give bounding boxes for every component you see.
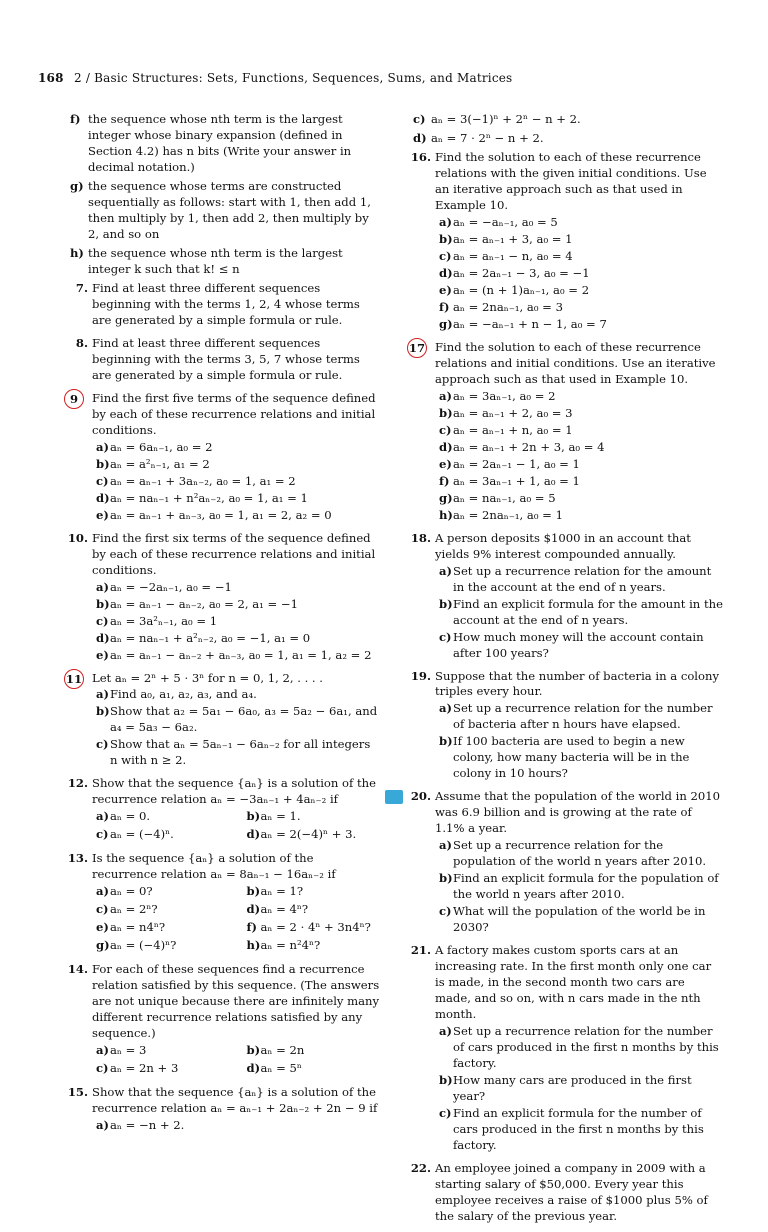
part-label: a) [96, 884, 109, 899]
part-label: e) [96, 647, 109, 662]
part-label: c) [96, 827, 109, 842]
part-label: f) [246, 920, 257, 935]
part-text: aₙ = 2aₙ₋₁ − 3, a₀ = −1 [453, 265, 590, 280]
part-label: e) [439, 456, 452, 471]
exercise-part [92, 631, 381, 647]
exercise-part [92, 491, 381, 507]
exercise-part [435, 232, 724, 248]
part-text: aₙ = 2 · 4ⁿ + 3n4ⁿ? [260, 920, 371, 935]
part-text: Set up a recurrence relation for the population of the world n years after 2010. [453, 838, 707, 869]
exercise-number: 10. [67, 530, 88, 545]
continued-item [409, 112, 724, 128]
part-text: aₙ = 2n + 3 [110, 1061, 179, 1076]
item-text: aₙ = 7 · 2ⁿ − n + 2. [431, 130, 544, 145]
exercise-number: 21. [410, 943, 431, 958]
part-label: b) [246, 1043, 261, 1058]
exercise-part [435, 423, 724, 439]
exercise-number: 18. [410, 530, 431, 545]
exercise-part [435, 215, 724, 231]
part-text: aₙ = aₙ₋₁ − n, a₀ = 4 [453, 248, 573, 263]
item-label: d) [413, 130, 427, 145]
exercise-statement: Find the first five terms of the sequence defined by each of these recurrence relations and initial conditions. [92, 390, 376, 437]
item-label: c) [413, 112, 426, 126]
part-label: a) [96, 439, 109, 454]
exercise-part [435, 871, 724, 903]
part-text: aₙ = 0. [110, 809, 151, 824]
exercise-number: 8. [75, 335, 88, 350]
item-label: f) [70, 112, 81, 126]
web-resource-icon [385, 790, 403, 804]
exercise-part [435, 266, 724, 282]
part-text: aₙ = −n + 2. [110, 1118, 185, 1133]
exercise-part [243, 902, 382, 918]
exercise-part [92, 648, 381, 664]
exercise-part [92, 508, 381, 524]
part-label: a) [439, 1024, 452, 1039]
part-label: h) [439, 507, 453, 522]
exercise-part [435, 317, 724, 333]
exercise-statement: Assume that the population of the world in 2010 was 6.9 billion and is growing at the rate of 1.1% a year. [435, 789, 720, 836]
exercise-statement: An employee joined a company in 2009 with a starting salary of $50,000. Every year this employee receives a raise of $1000 plus 5% of the salary of the previous year. [435, 1161, 708, 1223]
part-label: c) [439, 629, 452, 644]
part-label: a) [439, 214, 452, 229]
exercise-problem [66, 391, 381, 524]
exercise-part [92, 827, 231, 843]
part-label: b) [246, 884, 261, 899]
parts-grid [92, 883, 381, 955]
exercise-problem [409, 531, 724, 662]
part-label: c) [96, 737, 109, 752]
exercise-part [243, 809, 382, 825]
exercise-number: 22. [410, 1161, 431, 1176]
part-text: If 100 bacteria are used to begin a new colony, how many bacteria will be in the colony in 10 hours? [453, 734, 690, 781]
part-label: a) [439, 388, 452, 403]
exercise-statement: Find the solution to each of these recurrence relations and initial conditions. Use an iterative approach such as that used in Example 10. [435, 339, 716, 386]
parts-grid [92, 808, 381, 844]
part-text: aₙ = aₙ₋₁ + 3, a₀ = 1 [453, 231, 573, 246]
part-text: Find an explicit formula for the amount in the account at the end of n years. [453, 596, 723, 627]
part-label: c) [439, 422, 452, 437]
part-label: d) [246, 827, 261, 842]
part-label: c) [439, 248, 452, 263]
exercise-statement: A factory makes custom sports cars at an increasing rate. In the first month only one car is made, in the second month two cars are made, and so on, with n cars made in the nth month. [435, 943, 712, 1022]
part-text: Set up a recurrence relation for the amount in the account at the end of n years. [453, 563, 712, 594]
exercise-part [435, 249, 724, 265]
exercise-problem [66, 336, 381, 384]
part-label: c) [439, 1106, 452, 1121]
exercise-number: 7. [75, 280, 88, 295]
part-text: Set up a recurrence relation for the number of bacteria after n hours have elapsed. [453, 701, 713, 732]
exercise-problem [409, 789, 724, 936]
part-text: aₙ = 4ⁿ? [260, 902, 309, 917]
exercise-part [92, 884, 231, 900]
part-label: e) [439, 282, 452, 297]
exercise-part [92, 920, 231, 936]
exercise-statement: A person deposits $1000 in an account that yields 9% interest compounded annually. [435, 530, 691, 561]
exercise-number: 9 [64, 389, 84, 409]
part-text: aₙ = aₙ₋₁ − aₙ₋₂ + aₙ₋₃, a₀ = 1, a₁ = 1, a₂ = 2 [110, 647, 372, 662]
exercise-number: 13. [67, 851, 88, 866]
exercise-part [435, 300, 724, 316]
part-label: f) [439, 473, 450, 488]
part-text: Find an explicit formula for the population of the world n years after 2010. [453, 871, 719, 902]
part-label: b) [439, 231, 453, 246]
part-label: e) [96, 920, 109, 935]
part-text: aₙ = 3 [110, 1043, 147, 1058]
part-text: Find an explicit formula for the number of cars produced in the first n months by this factory. [453, 1106, 704, 1153]
part-text: What will the population of the world be in 2030? [453, 904, 706, 935]
exercise-part [435, 597, 724, 629]
exercise-statement: Is the sequence {aₙ} a solution of the recurrence relation aₙ = 8aₙ₋₁ − 16aₙ₋₂ if [92, 851, 336, 882]
part-label: d) [246, 902, 261, 917]
part-text: aₙ = 2naₙ₋₁, a₀ = 1 [453, 507, 563, 522]
part-text: Set up a recurrence relation for the number of cars produced in the first n months by this factory. [453, 1024, 719, 1071]
exercise-problem [66, 531, 381, 664]
exercise-problem [66, 962, 381, 1078]
part-text: aₙ = 3a²ₙ₋₁, a₀ = 1 [110, 613, 218, 628]
part-text: aₙ = 1? [260, 884, 304, 899]
part-label: a) [96, 687, 109, 702]
exercise-problem [409, 1161, 724, 1225]
part-text: How many cars are produced in the first year? [453, 1073, 692, 1104]
part-text: Show that a₂ = 5a₁ − 6a₀, a₃ = 5a₂ − 6a₁, and a₄ = 5a₃ − 6a₂. [110, 704, 378, 735]
continued-item [66, 246, 381, 278]
exercise-part [435, 630, 724, 662]
exercise-number: 19. [410, 668, 431, 683]
exercise-problem [409, 669, 724, 783]
exercise-number: 14. [67, 962, 88, 977]
part-label: c) [96, 902, 109, 917]
part-text: aₙ = 3aₙ₋₁, a₀ = 2 [453, 388, 556, 403]
exercise-statement: Find at least three different sequences beginning with the terms 1, 2, 4 whose terms are generated by a simple formula or rule. [92, 280, 360, 327]
part-text: aₙ = n²4ⁿ? [260, 938, 321, 953]
exercise-part [435, 457, 724, 473]
item-text: the sequence whose nth term is the largest integer whose binary expansion (defined in Section 4.2) has n bits (Write your answer in decimal notation.) [88, 112, 352, 174]
part-text: aₙ = n4ⁿ? [110, 920, 166, 935]
exercise-part [435, 564, 724, 596]
exercise-statement: Let aₙ = 2ⁿ + 5 · 3ⁿ for n = 0, 1, 2, . . . . [92, 670, 323, 685]
part-text: aₙ = (n + 1)aₙ₋₁, a₀ = 2 [453, 282, 590, 297]
exercise-part [92, 1043, 231, 1059]
part-label: a) [439, 701, 452, 716]
item-label: g) [70, 178, 84, 193]
part-text: aₙ = aₙ₋₁ − aₙ₋₂, a₀ = 2, a₁ = −1 [110, 596, 298, 611]
exercise-number: 12. [67, 776, 88, 791]
exercise-part [92, 1118, 381, 1134]
part-label: g) [439, 316, 453, 331]
item-text: aₙ = 3(−1)ⁿ + 2ⁿ − n + 2. [431, 112, 581, 126]
exercise-part [435, 734, 724, 782]
exercise-part [435, 904, 724, 936]
exercise-part [435, 406, 724, 422]
part-label: b) [439, 596, 453, 611]
part-label: g) [439, 490, 453, 505]
exercise-problem [409, 150, 724, 333]
part-text: aₙ = aₙ₋₁ + n, a₀ = 1 [453, 422, 573, 437]
exercise-part [92, 737, 381, 769]
part-label: b) [96, 596, 110, 611]
page-header [38, 70, 512, 87]
part-label: c) [96, 473, 109, 488]
part-text: aₙ = (−4)ⁿ? [110, 938, 177, 953]
part-text: aₙ = 2naₙ₋₁, a₀ = 3 [453, 299, 563, 314]
part-text: aₙ = −2aₙ₋₁, a₀ = −1 [110, 579, 232, 594]
exercise-part [435, 1073, 724, 1105]
part-label: d) [96, 630, 110, 645]
exercise-problem [409, 340, 724, 524]
part-label: b) [246, 809, 261, 824]
left-column [66, 112, 381, 1232]
exercise-part [92, 704, 381, 736]
exercise-part [92, 474, 381, 490]
exercise-part [435, 838, 724, 870]
exercise-part [435, 508, 724, 524]
exercise-part [435, 1024, 724, 1072]
part-text: aₙ = (−4)ⁿ. [110, 827, 174, 842]
exercise-part [435, 491, 724, 507]
part-label: a) [439, 563, 452, 578]
exercise-number: 17 [407, 338, 427, 358]
part-label: a) [96, 1043, 109, 1058]
exercise-part [243, 884, 382, 900]
part-label: b) [439, 871, 453, 886]
exercise-number: 20. [410, 789, 431, 804]
continued-item [409, 131, 724, 147]
exercise-part [243, 1043, 382, 1059]
item-text: the sequence whose nth term is the largest integer k such that k! ≤ n [88, 245, 343, 276]
part-text: aₙ = 0? [110, 884, 153, 899]
part-text: aₙ = 2aₙ₋₁ − 1, a₀ = 1 [453, 456, 580, 471]
part-text: aₙ = 5ⁿ [260, 1061, 302, 1076]
part-text: aₙ = 3aₙ₋₁ + 1, a₀ = 1 [453, 473, 580, 488]
part-text: aₙ = 1. [260, 809, 301, 824]
part-text: Find a₀, a₁, a₂, a₃, and a₄. [110, 687, 257, 702]
parts-grid [92, 1042, 381, 1078]
part-label: d) [246, 1061, 261, 1076]
exercise-part [435, 440, 724, 456]
part-label: c) [96, 613, 109, 628]
exercise-statement: Suppose that the number of bacteria in a colony triples every hour. [435, 668, 720, 699]
part-text: aₙ = aₙ₋₁ + 2n + 3, a₀ = 4 [453, 439, 605, 454]
exercise-part [92, 1061, 231, 1077]
part-text: aₙ = aₙ₋₁ + 3aₙ₋₂, a₀ = 1, a₁ = 2 [110, 473, 296, 488]
exercise-number: 15. [67, 1085, 88, 1100]
part-text: How much money will the account contain after 100 years? [453, 629, 704, 660]
part-label: b) [439, 1073, 453, 1088]
part-label: a) [96, 1118, 109, 1133]
exercise-problem [66, 671, 381, 770]
part-label: f) [439, 299, 450, 314]
exercise-problem [409, 943, 724, 1154]
exercise-problem [66, 851, 381, 955]
part-text: aₙ = 2ⁿ? [110, 902, 158, 917]
part-text: aₙ = naₙ₋₁ + n²aₙ₋₂, a₀ = 1, a₁ = 1 [110, 490, 308, 505]
part-text: aₙ = aₙ₋₁ + aₙ₋₃, a₀ = 1, a₁ = 2, a₂ = 0 [110, 507, 332, 522]
part-text: aₙ = a²ₙ₋₁, a₁ = 2 [110, 456, 210, 471]
part-label: b) [439, 405, 453, 420]
part-text: aₙ = naₙ₋₁ + a²ₙ₋₂, a₀ = −1, a₁ = 0 [110, 630, 311, 645]
page-number: 168 [38, 71, 64, 85]
exercise-part [92, 580, 381, 596]
part-label: d) [96, 490, 110, 505]
part-label: b) [96, 456, 110, 471]
continued-item [66, 112, 381, 176]
part-text: aₙ = −aₙ₋₁ + n − 1, a₀ = 7 [453, 316, 607, 331]
item-label: h) [70, 245, 84, 260]
exercise-part [92, 457, 381, 473]
part-text: Show that aₙ = 5aₙ₋₁ − 6aₙ₋₂ for all integers n with n ≥ 2. [110, 737, 371, 768]
part-text: aₙ = 2(−4)ⁿ + 3. [260, 827, 357, 842]
exercise-part [92, 614, 381, 630]
exercise-statement: Find the solution to each of these recurrence relations with the given initial conditions. Use an iterative approach such as that used in Example 10. [435, 149, 707, 212]
exercise-part [435, 701, 724, 733]
exercise-part [243, 920, 382, 936]
part-text: aₙ = naₙ₋₁, a₀ = 5 [453, 490, 556, 505]
continued-item [66, 179, 381, 243]
exercise-part [92, 597, 381, 613]
exercise-part [435, 1106, 724, 1154]
exercise-part [92, 902, 231, 918]
part-label: h) [246, 938, 261, 953]
exercise-problem [66, 776, 381, 844]
exercise-part [243, 1061, 382, 1077]
part-label: a) [439, 838, 452, 853]
two-column-body [66, 112, 724, 1232]
part-text: aₙ = 6aₙ₋₁, a₀ = 2 [110, 439, 213, 454]
exercise-problem [66, 1085, 381, 1134]
exercise-part [243, 938, 382, 954]
exercise-part [435, 283, 724, 299]
exercise-number: 16. [410, 149, 431, 164]
part-label: c) [439, 904, 452, 919]
exercise-part [243, 827, 382, 843]
part-label: a) [96, 809, 109, 824]
chapter-title: 2 / Basic Structures: Sets, Functions, Sequences, Sums, and Matrices [74, 71, 513, 85]
part-label: g) [96, 938, 110, 953]
part-text: aₙ = aₙ₋₁ + 2, a₀ = 3 [453, 405, 573, 420]
exercise-statement: For each of these sequences find a recurrence relation satisfied by this sequence. (The answers are not unique because there are infinitely many different recurrence relations satisfied by any sequence.) [92, 962, 380, 1041]
part-text: aₙ = −aₙ₋₁, a₀ = 5 [453, 214, 558, 229]
part-label: b) [96, 704, 110, 719]
part-text: aₙ = 2n [260, 1043, 305, 1058]
part-label: a) [96, 579, 109, 594]
exercise-statement: Find the first six terms of the sequence defined by each of these recurrence relations and initial conditions. [92, 530, 376, 577]
part-label: b) [439, 734, 453, 749]
exercise-statement: Show that the sequence {aₙ} is a solution of the recurrence relation aₙ = −3aₙ₋₁ + 4aₙ₋₂ if [92, 776, 376, 807]
exercise-part [92, 809, 231, 825]
exercise-part [435, 474, 724, 490]
part-label: d) [439, 439, 453, 454]
right-column [409, 112, 724, 1232]
part-label: d) [439, 265, 453, 280]
exercise-part [92, 687, 381, 703]
part-label: c) [96, 1061, 109, 1076]
exercise-statement: Show that the sequence {aₙ} is a solution of the recurrence relation aₙ = aₙ₋₁ + 2aₙ₋₂ + 2n − 9 if [92, 1085, 378, 1116]
item-text: the sequence whose terms are constructed sequentially as follows: start with 1, then add 1, then multiply by 1, then add 2, then multiply by 2, and so on [88, 178, 371, 241]
exercise-number: 11 [64, 669, 84, 689]
exercise-part [92, 440, 381, 456]
part-label: e) [96, 507, 109, 522]
exercise-part [92, 938, 231, 954]
exercise-part [435, 389, 724, 405]
exercise-statement: Find at least three different sequences beginning with the terms 3, 5, 7 whose terms are generated by a simple formula or rule. [92, 335, 360, 382]
exercise-problem [66, 281, 381, 329]
